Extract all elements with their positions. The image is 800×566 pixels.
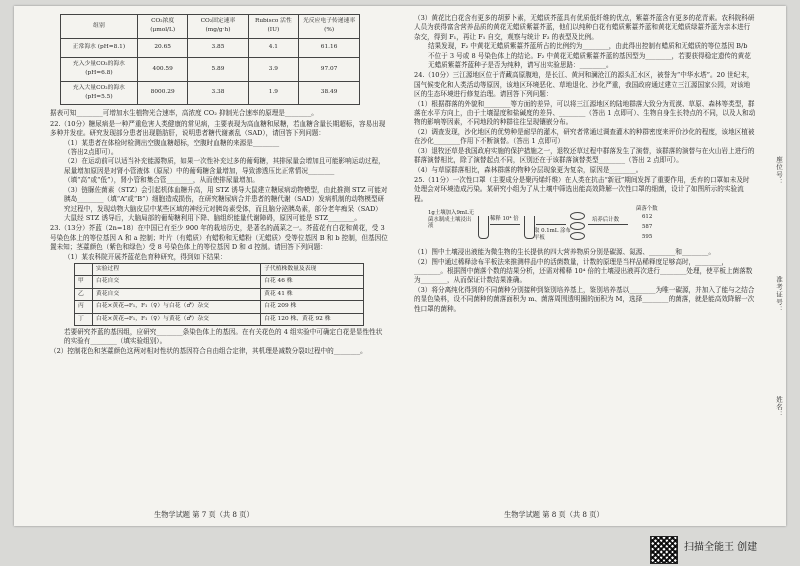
table-cell: 白花自交 — [92, 276, 260, 288]
petri-dish — [570, 222, 585, 230]
table-row — [75, 276, 364, 288]
table-row — [75, 301, 364, 313]
question-text: 25.（11分）一次性口罩（主要成分是聚丙烯纤维）在人类在抗击“新冠”期间发挥了重要作用，丢弃的口罩如未及时处理会对环境造成污染。某研究小组为了从土壤中筛选出能高效降解一次性口罩的细菌，设计了如图所示的实验流程。 — [414, 175, 750, 203]
table-cell: 97.07 — [299, 57, 360, 81]
petri-dish — [570, 232, 585, 240]
table-row — [61, 38, 360, 57]
question-23-cont — [50, 328, 388, 356]
question-23 — [50, 224, 388, 262]
count-label: 培养后计数 — [592, 217, 619, 224]
table-cell: 20.65 — [137, 38, 188, 57]
question-24 — [414, 71, 756, 174]
table-cell: 8000.29 — [137, 81, 188, 105]
question-text: 22.（10分）糖尿病是一种严重危害人类健康的常见病，主要表现为高血糖和尿糖，若血糖含量长期超标，容易出现多种并发症。研究发现部分患者出现脂肪肝，说明患者糖代谢紊乱（SAD），请回答下列问题： — [50, 119, 386, 138]
table-cell: 正常海水 (pH=8.1) — [61, 38, 138, 57]
question-25-cont — [414, 248, 756, 314]
table-cell: 38.49 — [299, 81, 360, 105]
table1-note: 据表可知________可增加水生植物光合速率，高浓度 CO₂ 抑制光合速率的原理是________。 — [50, 109, 318, 118]
spread-label: 取 0.1mL 涂布平板 — [534, 228, 571, 241]
table-header-row — [75, 263, 364, 275]
arrow — [536, 224, 566, 225]
table-header: 实验过程 — [92, 263, 260, 275]
question-text: （1）根据群落的外貌和________等方面的差异，可以将三江源地区的陆地群落大致分为荒漠、草原、森林等类型，群落在水平方向上，由于土壤湿度和盐碱度的差异、________（答出 1 点即可）、生物自身生长特点的不同，以及人和动物的影响等因素，不同地段的种群往往呈现镶嵌分布。 — [414, 99, 756, 127]
arrow — [490, 224, 520, 225]
colony-count: 595 — [642, 234, 653, 241]
table-cell: 丁 — [75, 313, 93, 325]
page-footer-right: 生物学试题 第 8 页（共 8 页） — [504, 510, 604, 519]
table-header: Rubisco 活性 (IU) — [248, 15, 299, 39]
table-cell: 白花 209 株 — [261, 301, 364, 313]
table-cell: 乙 — [75, 288, 93, 300]
table-cell: 甲 — [75, 276, 93, 288]
table-cell: 充入大量CO₂的海水 (pH=5.5) — [61, 81, 138, 105]
question-22 — [50, 120, 388, 223]
question-text: 若要研究芥蓝的基因组，应研究________条染色体上的基因。在有关花色的 4 组实验中可确定白花是显性性状的实验有________（填实验组别）。 — [64, 327, 383, 346]
page-footer-left: 生物学试题 第 7 页（共 8 页） — [154, 510, 254, 519]
table-cell: 黄花 41 株 — [261, 288, 364, 300]
question-25 — [414, 176, 756, 204]
scanner-brand: 扫描全能王 创建 — [684, 542, 758, 553]
table-header: 光反应电子传递速率 (%) — [299, 15, 360, 39]
question-text: （3）链脲佐菌素（STZ）会引起机体血糖升高，用 STZ 诱导大鼠建立糖尿病动物模型，由此推测 STZ 可能对胰岛________（填“A”或“B”）细胞造成损伤，在研究糖尿病合并患者的糖代谢（SAD）发病机制的动物模型研究过程中，发现动物大脑皮层中某些区域的神经元对胰岛素受体，而且脑分泌胰岛素，部分老年痴呆（SAD）大鼠经 STZ 诱导后，大脑局部的葡萄糖利用下降、脑组织能量代谢障碍，原因可能是 STZ________。 — [64, 185, 388, 222]
name-label: 姓名： — [775, 396, 783, 419]
question-text: （4）与草原群落相比，森林群落的物种分层现象更为复杂，原因是________。 — [414, 165, 643, 174]
question-text: （1）某农科院开展芥蓝花色育种研究，得到如下结果： — [64, 252, 227, 261]
table-cell: 3.85 — [188, 38, 248, 57]
page-right — [414, 14, 756, 315]
question-text: （3）退牧还草是我国政府实施的保护措施之一，退牧还草过程中群落发生了演替，该群落的演替与在火山岩上进行的群落演替相比，除了演替起点不同，区别还在于该群落演替类型________（答出 2 点即可）。 — [414, 146, 755, 165]
table-cell: 白花×黄花→F₁，F₁（♀）与白花（♂）杂交 — [92, 301, 260, 313]
table-row — [61, 81, 360, 105]
petri-dish — [570, 212, 585, 220]
test-tube — [478, 216, 489, 239]
table-cell: 3.38 — [188, 81, 248, 105]
experiment-flow-diagram — [428, 206, 756, 246]
question-23-part3 — [414, 14, 756, 70]
table-row — [75, 313, 364, 325]
question-text: （2）在运动前可以适当补充能源物质，如果一次性补充过多的葡萄糖，其排尿量会增加且可能影响运动过程，尿量增加原因是对肾小管液体（原尿）中的葡萄糖含量增加，导致渗透压比正常情况________（填“高”或“低”），肾小管和集合管________，从而使排尿量增加。 — [64, 157, 385, 185]
question-text: （1）图中土壤浸出液能为微生物的生长提供的四大营养物质分别是碳源、氮源、________和________。 — [414, 248, 715, 257]
qr-code-icon — [650, 536, 678, 564]
table-cell: 白花 120 株、黄花 92 株 — [261, 313, 364, 325]
table-cell: 1.9 — [248, 81, 299, 105]
table-cell: 400.59 — [137, 57, 188, 81]
colony-count: 612 — [642, 214, 653, 221]
soil-label: 1g土壤加入9mL无菌水制成土壤浸出液 — [428, 210, 474, 230]
table-header-row — [61, 15, 360, 39]
table-cell: 充入少量CO₂的海水 (pH=6.8) — [61, 57, 138, 81]
table-header — [75, 263, 93, 275]
table-header: 组别 — [61, 15, 138, 39]
table-cell: 白花 46 株 — [261, 276, 364, 288]
question-text: （2）控制花色和茎薹颜色这两对相对性状的基因符合自由组合定律，其机理是减数分裂Ⅰ过程中的________。 — [50, 346, 367, 355]
table-cell: 5.89 — [188, 57, 248, 81]
table-cell: 4.1 — [248, 38, 299, 57]
table-cell: 3.9 — [248, 57, 299, 81]
question-text: （3）将分离纯化得到的不同菌种分别接种到鉴别培养基上，鉴别培养基以________为唯一碳源，并加入了能与之结合的显色染料，设不同菌种的菌落面积为 m、菌落周围透明圈的面积为 M，选择________的菌落，就是能高效降解一次性口罩的菌种。 — [414, 285, 755, 313]
arrow — [588, 224, 628, 225]
question-text: （2）调查发现，沙化地区的优势种是耐旱的灌木，研究者常通过调查灌木的种群密度来评价沙化的程度，该地区植被在沙化________作用下不断演替。（答出 1 点即可） — [414, 127, 755, 146]
exam-id-label: 准考证号： — [775, 276, 783, 314]
table-cell: 白花×黄花→F₁，F₁（♀）与黄花（♂）杂交 — [92, 313, 260, 325]
question-text: （2）图中通过稀释涂布平板法来推测样品中的活菌数量，计数的原理是当样品稀释度足够高时，________，________。根据图中菌落个数的结果分析，还需对稀释 10⁴ 倍的土壤浸出液再次进行________处理，使平板上菌落数为________，从而保证计数结果准确。 — [414, 257, 753, 285]
question-text: （3）黄花比白花含有更多的胡萝卜素，无蜡质芥蓝具有优质低纤维的优点，紫薹芥蓝含有更多的花青素。农科院科研人员为获得富含营养品质的黄花无蜡质紫薹芥蓝，他们以纯种白花有蜡质紫薹芥蓝和黄花无蜡质绿薹芥蓝为亲本进行杂交，得到 F₁，再让 F₁ 自交，观察与统计 F₂ 的表型及比例。 — [414, 14, 755, 41]
table-cell: 黄花自交 — [92, 288, 260, 300]
colony-count: 587 — [642, 224, 653, 231]
table-row — [75, 288, 364, 300]
table-cell: 丙 — [75, 301, 93, 313]
seat-number-label: 座位号： — [775, 156, 783, 186]
table-cell: 61.16 — [299, 38, 360, 57]
table-header: CO₂浓度 (μmol/L) — [137, 15, 188, 39]
exam-sheet — [14, 6, 786, 526]
page-left — [50, 14, 388, 357]
table-header: CO₂固定速率 (mg/g·h) — [188, 15, 248, 39]
colony-header: 菌落个数 — [636, 206, 658, 213]
question-text: （1）某患者在体检时检测出空腹血糖超标，空腹时血糖的来源是________ — [64, 138, 280, 147]
question-text: 23.（13分）芥蓝（2n=18）在中国已有至少 900 年的栽培历史，是著名的蔬菜之一。芥蓝花有白花和黄花，受 3 号染色体上的等位基因 A 和 a 控制；叶片（有蜡质）有蜡粉和无蜡粉（无蜡质）受等位基因 B 和 b 控制，但基因位置未知；茎薹颜色（紫色和绿色）受 8 号染色体上的等位基因 D 和 d 控制。请回答下列问题： — [50, 224, 388, 252]
table-header: 子代植株数量及表现 — [261, 263, 364, 275]
question-text: 24.（10分）三江源地区位于青藏高原腹地，是长江、黄河和澜沧江的源头汇水区，被誉为“中华水塔”。20 世纪末，国气候变化和人类活动等原因，该地区环境恶化、草地退化、沙化严重，我国政府通过建立三江源国家公园，对该地区的生态环境进行修复治理。请回答下列问题： — [414, 71, 754, 99]
flower-color-table — [74, 263, 364, 326]
question-text: （答出2点即可）。 — [64, 148, 118, 157]
question-text: 结果发现，F₂ 中黄花无蜡质紫薹芥蓝所占的比例约为________，由此得出控制有蜡质和无蜡质的等位基因 B/b 不位于 3 号或 8 号染色体上的结论。F₂ 中黄花无蜡质紫薹芥蓝的基因型为________，若要获得稳定遗传的黄花无蜡质紫薹芥蓝种子是否为纯种，请写出实验思路：________。 — [428, 42, 751, 70]
table-row — [61, 57, 360, 81]
co2-data-table — [60, 14, 360, 105]
dilute-label: 稀释 10⁴ 倍 — [490, 216, 519, 223]
